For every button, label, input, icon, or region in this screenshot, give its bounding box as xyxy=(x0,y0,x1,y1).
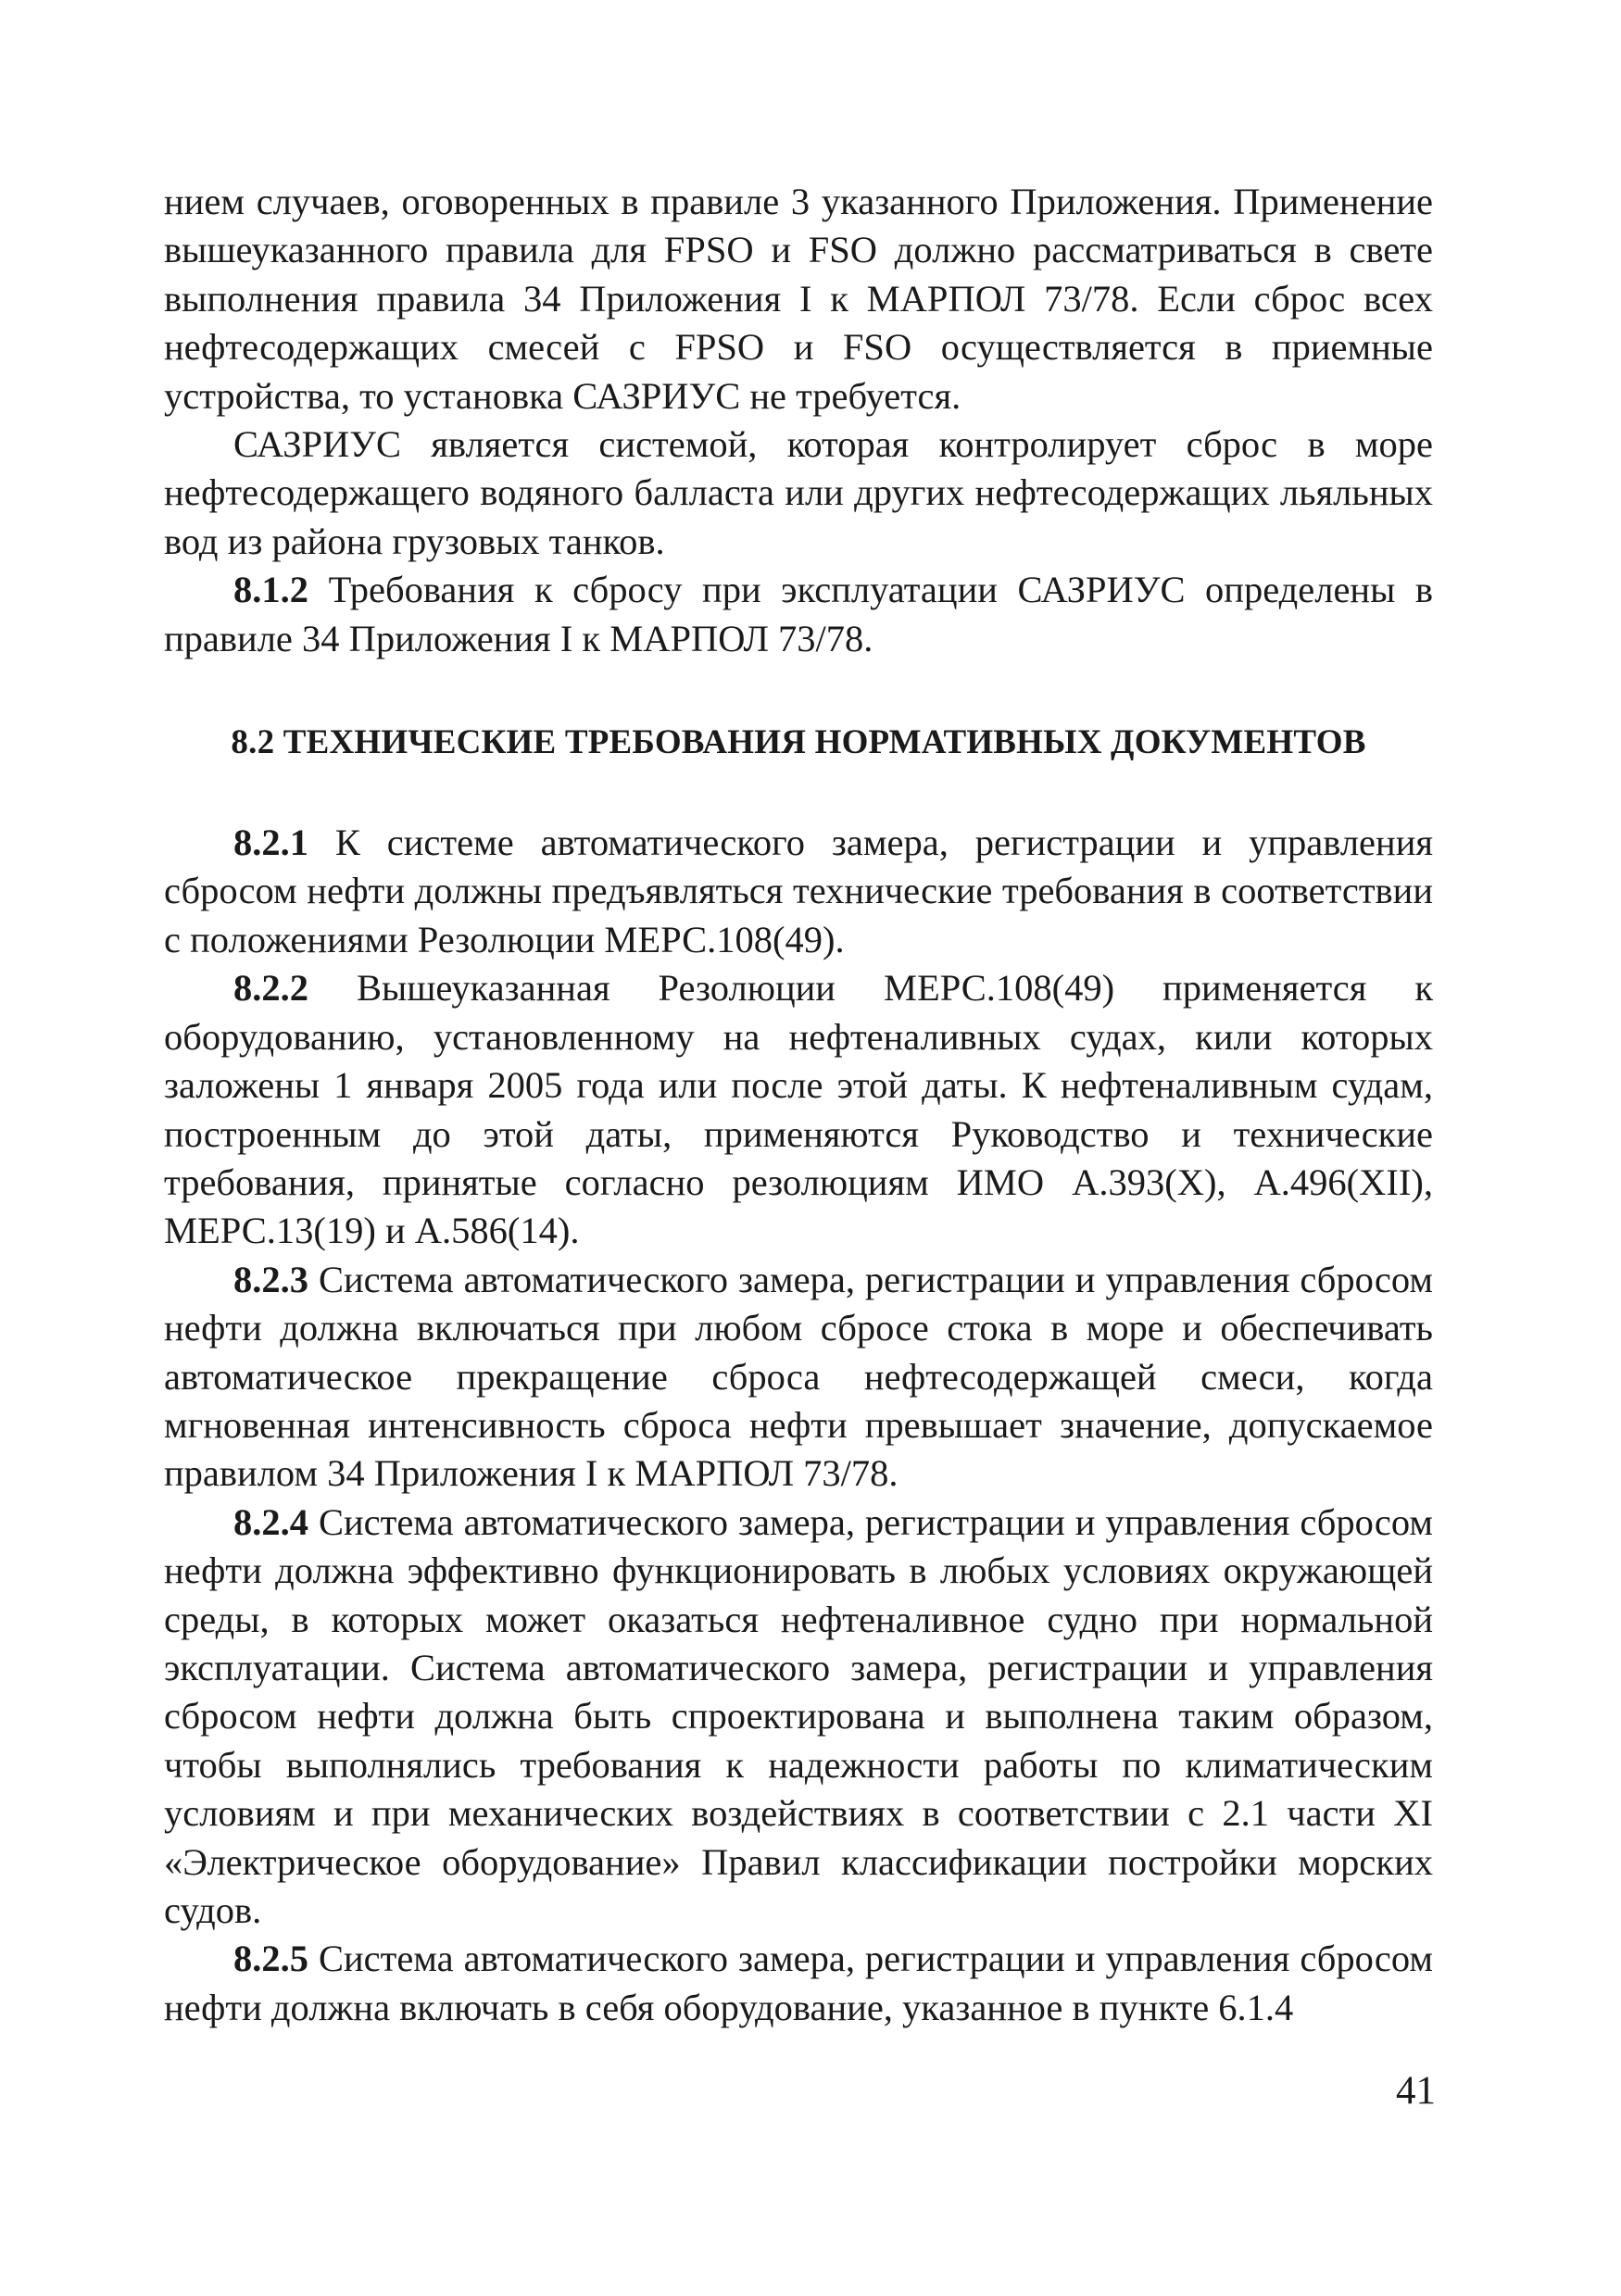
clause-number: 8.2.1 xyxy=(233,822,308,864)
clause-number: 8.2.5 xyxy=(233,1938,308,1980)
clause-number: 8.2.3 xyxy=(233,1258,308,1300)
paragraph-8-2-1 xyxy=(164,819,1433,964)
paragraph-8-2-3 xyxy=(164,1256,1433,1499)
clause-text: Система автоматического замера, регистрации и управления сбросом нефти должна включаться при любом сбросе стока в море и обеспечивать автоматическое прекращение сброса нефтесодержащей смеси, когда мгновенная интенсивность сброса нефти превышает значение, допускаемое правилом 34 Приложения I к МАРПОЛ 73/78. xyxy=(164,1258,1433,1495)
clause-number: 8.1.2 xyxy=(233,569,308,611)
clause-text: Система автоматического замера, регистрации и управления сбросом нефти должна эффективно функционировать в любых условиях окружающей среды, в которых может оказаться нефтеналивное судно при нормальной эксплуатации. Система автоматического замера, регистрации и управления сбросом нефти должна быть спроектирована и выполнена таким образом, чтобы выполнялись требования к надежности работы по климатическим условиям и при механических воздействиях в соответствии с 2.1 части XI «Электрическое оборудование» Правил классификации постройки морских судов. xyxy=(164,1500,1433,1931)
paragraph-8-1-2 xyxy=(164,566,1433,663)
paragraph-8-2-2 xyxy=(164,964,1433,1255)
page-number: 41 xyxy=(1396,2069,1436,2113)
clause-text: Система автоматического замера, регистрации и управления сбросом нефти должна включать в себя оборудование, указанное в пункте 6.1.4 xyxy=(164,1938,1433,2028)
clause-number: 8.2.4 xyxy=(233,1500,308,1543)
clause-text: Требования к сбросу при эксплуатации САЗРИУС определены в правиле 34 Приложения I к МАРПОЛ 73/78. xyxy=(164,569,1433,659)
paragraph-8-2-4 xyxy=(164,1499,1433,1936)
clause-text: К системе автоматического замера, регистрации и управления сбросом нефти должны предъявляться технические требования в соответствии с положениями Резолюции МЕРС.108(49). xyxy=(164,822,1433,960)
paragraph-continuation: нием случаев, оговоренных в правиле 3 указанного Приложения. Применение вышеуказанного правила для FPSO и FSO должно рассматриваться в свете выполнения правила 34 Приложения I к МАРПОЛ 73/78. Если сброс всех нефтесодержащих смесей с FPSO и FSO осуществляется в приемные устройства, то установка САЗРИУС не требуется. xyxy=(164,181,1433,417)
paragraph-sazrius-definition: САЗРИУС является системой, которая контролирует сброс в море нефтесодержащего водяного балласта или других нефтесодержащих льяльных вод из района грузовых танков. xyxy=(164,423,1433,562)
clause-number: 8.2.2 xyxy=(233,967,308,1010)
paragraph-8-2-5 xyxy=(164,1935,1433,2032)
clause-text: Вышеуказанная Резолюции МЕРС.108(49) применяется к оборудованию, установленному на нефтеналивных судах, кили которых заложены 1 января 2005 года или после этой даты. К нефтеналивным судам, построенным до этой даты, применяются Руководство и технические требования, принятые согласно резолюциям ИМО А.393(Х), А.496(XII), МЕРС.13(19) и А.586(14). xyxy=(164,967,1433,1252)
document-body xyxy=(164,178,1433,2032)
section-heading: 8.2 ТЕХНИЧЕСКИЕ ТРЕБОВАНИЯ НОРМАТИВНЫХ ДОКУМЕНТОВ xyxy=(231,723,1366,762)
